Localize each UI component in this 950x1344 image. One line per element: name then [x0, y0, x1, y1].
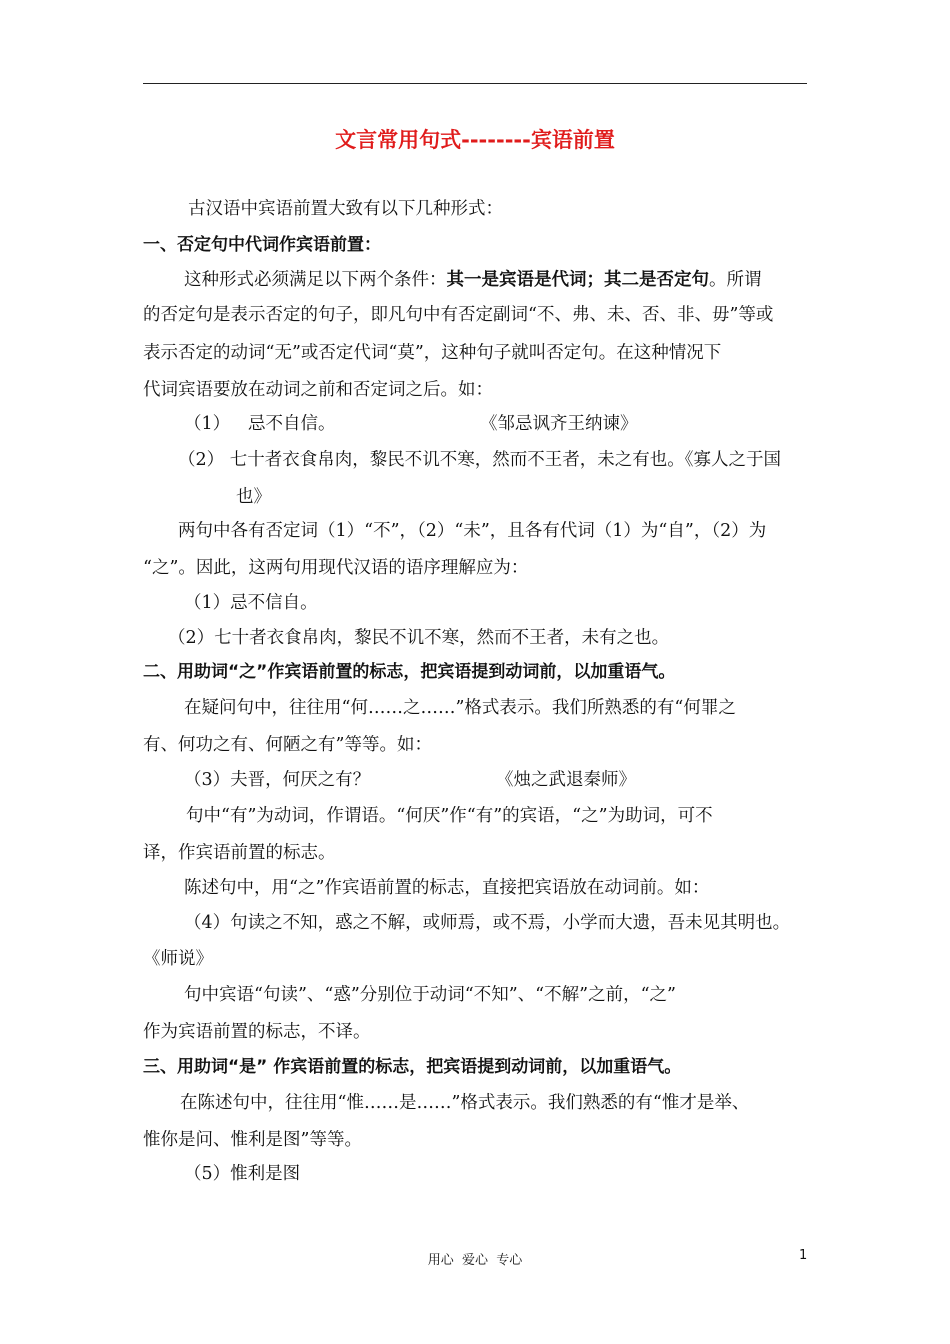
example-2-line-2: 也》	[236, 487, 271, 507]
translation-1: （1）忌不信自。	[184, 593, 318, 613]
page-number: 1	[799, 1248, 808, 1263]
example-5-text: （5）惟利是图	[184, 1164, 301, 1184]
section-2-heading: 二、用助词“之”作宾语前置的标志，把宾语提到动词前，以加重语气。	[143, 662, 676, 682]
example-3-text: （3）夫晋，何厌之有？	[184, 770, 371, 790]
intro-paragraph: 古汉语中宾语前置大致有以下几种形式：	[188, 199, 503, 219]
section-2-note-line-2: 作为宾语前置的标志，不译。	[143, 1022, 371, 1042]
translation-2: （2）七十者衣食帛肉，黎民不讥不寒，然而不王者，未有之也。	[168, 628, 670, 648]
header-rule	[143, 83, 807, 84]
example-4-line-1: （4）句读之不知，惑之不解，或师焉，或不焉，小学而大遗，吾未见其明也。	[184, 913, 791, 933]
example-1-text: 忌不自信。	[248, 414, 336, 434]
page-footer: 用心 爱心 专心	[427, 1253, 523, 1268]
section-3-paragraph-line-1: 在陈述句中，往往用“惟……是……”格式表示。我们熟悉的有“惟才是举、	[180, 1093, 750, 1113]
example-1-number: （1）	[184, 414, 231, 434]
section-1-paragraph-line-4: 代词宾语要放在动词之前和否定词之后。如：	[143, 380, 493, 400]
section-1-paragraph-line-1	[184, 268, 762, 292]
plain-text: 这种形式必须满足以下两个条件：	[184, 270, 447, 290]
section-1-paragraph-line-3: 表示否定的动词“无”或否定代词“莫”，这种句子就叫否定句。在这种情况下	[143, 343, 722, 363]
section-2-note-line-1: 句中宾语“句读”、“惑”分别位于动词“不知”、“不解”之前，“之”	[184, 985, 676, 1005]
section-2-paragraph-line-2: 有、何功之有、何陋之有”等等。如：	[143, 735, 432, 755]
section-2-explanation-line-2: 译，作宾语前置的标志。	[143, 843, 336, 863]
page-title: 文言常用句式--------宾语前置	[335, 128, 615, 152]
example-4-line-2: 《师说》	[143, 949, 213, 969]
section-2-explanation-line-1: 句中“有”为动词，作谓语。“何厌”作“有”的宾语，“之”为助词，可不	[186, 806, 713, 826]
example-3-source: 《烛之武退秦师》	[496, 770, 636, 790]
plain-text: 。所谓	[709, 270, 762, 290]
section-2-paragraph-line-1: 在疑问句中，往往用“何……之……”格式表示。我们所熟悉的有“何罪之	[184, 698, 736, 718]
section-1-heading: 一、否定句中代词作宾语前置：	[143, 235, 381, 255]
example-1-source: 《邹忌讽齐王纳谏》	[480, 414, 638, 434]
section-2-statement: 陈述句中，用“之”作宾语前置的标志，直接把宾语放在动词前。如：	[184, 878, 710, 898]
section-1-explanation-line-2: “之”。因此，这两句用现代汉语的语序理解应为：	[143, 558, 529, 578]
section-3-heading: 三、用助词“是” 作宾语前置的标志，把宾语提到动词前，以加重语气。	[143, 1057, 682, 1077]
bold-text: 其一是宾语是代词；其二是否定句	[446, 270, 709, 290]
section-3-paragraph-line-2: 惟你是问、惟利是图”等等。	[143, 1130, 362, 1150]
section-1-explanation-line-1: 两句中各有否定词（1）“不”，（2）“未”，且各有代词（1）为“自”，（2）为	[178, 521, 767, 541]
section-1-paragraph-line-2: 的否定句是表示否定的句子，即凡句中有否定副词“不、弗、未、否、非、毋”等或	[143, 305, 774, 325]
example-2-line-1: （2） 七十者衣食帛肉，黎民不讥不寒，然而不王者，未之有也。《寡人之于国	[178, 450, 781, 470]
